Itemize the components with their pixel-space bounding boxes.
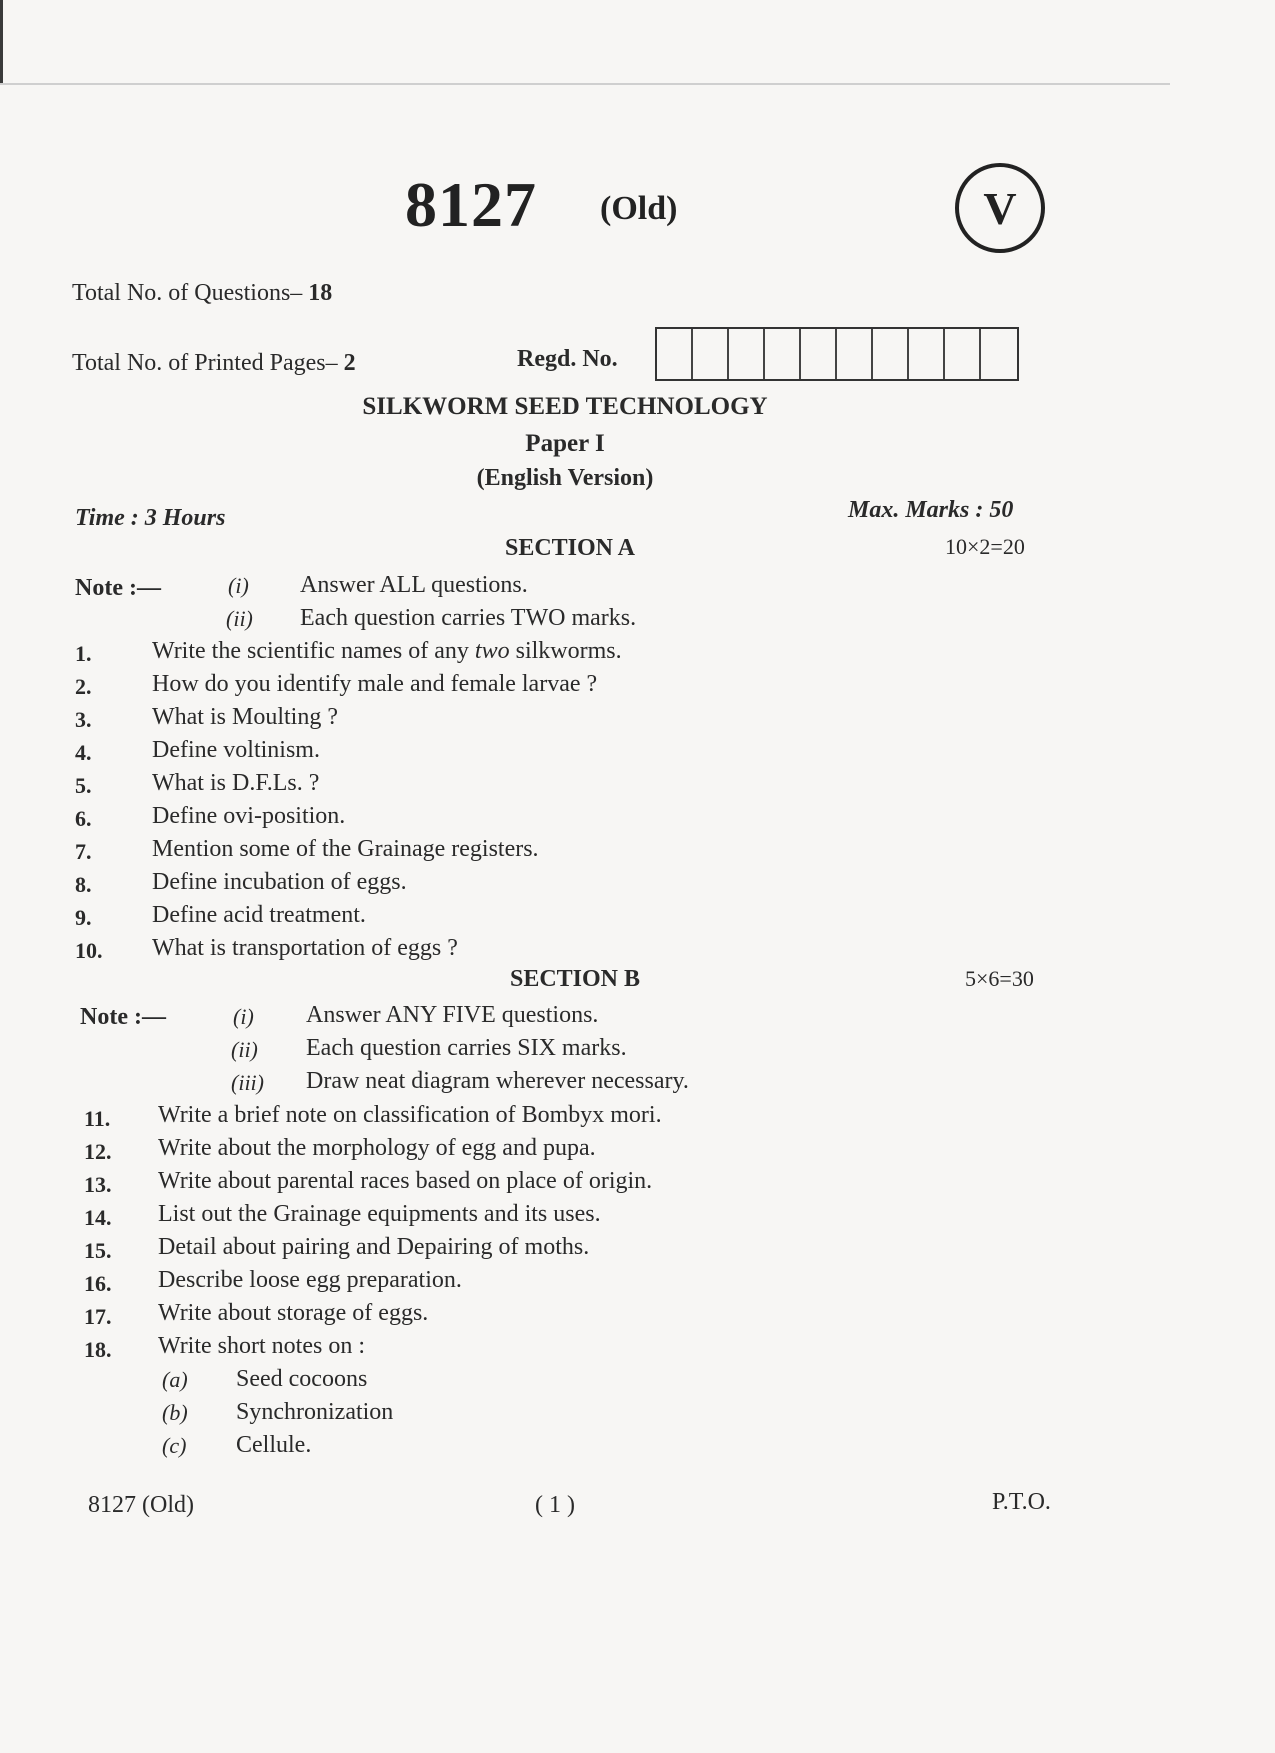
regd-box[interactable] [945, 329, 981, 379]
regd-label: Regd. No. [517, 346, 618, 372]
question-text-part: silkworms. [509, 638, 622, 664]
paper-variant: (Old) [600, 190, 678, 227]
section-b-note [231, 1037, 258, 1064]
question-number: 12. [84, 1139, 112, 1164]
sub-item-num: (a) [162, 1367, 188, 1392]
question-text-emphasis: two [474, 638, 510, 664]
question-number: 11. [84, 1106, 111, 1131]
time-allowed: Time : 3 Hours [75, 505, 226, 531]
question-number: 15. [84, 1238, 112, 1263]
question-number: 17. [84, 1304, 112, 1329]
regd-box[interactable] [801, 329, 837, 379]
question-number: 8. [75, 872, 92, 897]
regd-box[interactable] [837, 329, 873, 379]
section-b-note-text: Draw neat diagram wherever necessary. [306, 1068, 689, 1094]
question-text: What is Moulting ? [152, 704, 338, 730]
question-text: Define ovi-position. [152, 803, 346, 829]
set-badge-letter: V [983, 182, 1017, 234]
question-number: 7. [75, 839, 92, 864]
question-text [152, 638, 622, 665]
section-a-note [226, 606, 253, 633]
question-number: 16. [84, 1271, 112, 1296]
question-text: Mention some of the Grainage registers. [152, 836, 539, 862]
question-text: Write about the morphology of egg and pupa. [158, 1135, 596, 1161]
sub-item-number [162, 1400, 188, 1427]
section-a-note-text: Each question carries TWO marks. [300, 605, 637, 631]
sub-item-text: Cellule. [236, 1432, 312, 1458]
sub-item-number [162, 1367, 188, 1394]
question-text: Describe loose egg preparation. [158, 1267, 462, 1293]
question-number: 6. [75, 806, 92, 831]
subject-title: SILKWORM SEED TECHNOLOGY [362, 393, 768, 420]
note-num: (ii) [231, 1037, 258, 1062]
section-b-note-label: Note :— [80, 1004, 166, 1030]
footer-paper-code: 8127 (Old) [88, 1492, 194, 1518]
total-pages-label: Total No. of Printed Pages– [72, 350, 338, 376]
language-version: (English Version) [476, 465, 654, 491]
sub-item-num: (c) [162, 1433, 187, 1458]
page-number: ( 1 ) [535, 1492, 575, 1518]
total-pages-value: 2 [343, 350, 356, 376]
regd-box[interactable] [765, 329, 801, 379]
question-text: What is transportation of eggs ? [152, 935, 458, 961]
regd-box[interactable] [981, 329, 1017, 379]
sub-item-num: (b) [162, 1400, 188, 1425]
question-number: 14. [84, 1205, 112, 1230]
section-b-note [233, 1004, 254, 1031]
question-number: 10. [75, 938, 103, 963]
question-text: Define incubation of eggs. [152, 869, 407, 895]
regd-box[interactable] [657, 329, 693, 379]
section-a-heading: SECTION A [504, 535, 636, 561]
regd-box[interactable] [693, 329, 729, 379]
question-text: Define voltinism. [152, 737, 320, 763]
question-text: Write about parental races based on place of origin. [158, 1168, 653, 1194]
regd-box[interactable] [729, 329, 765, 379]
note-num: (iii) [231, 1070, 264, 1095]
section-a-note [228, 573, 249, 600]
question-number: 1. [75, 641, 92, 666]
section-b-note-text: Each question carries SIX marks. [306, 1035, 627, 1061]
total-pages [72, 350, 356, 377]
question-text: Write about storage of eggs. [158, 1300, 429, 1326]
set-badge [955, 163, 1045, 253]
sub-item-number [162, 1433, 186, 1460]
question-number: 13. [84, 1172, 112, 1197]
regd-box[interactable] [873, 329, 909, 379]
question-text: Detail about pairing and Depairing of moths. [158, 1234, 590, 1260]
total-questions-value: 18 [308, 280, 333, 306]
question-number: 9. [75, 905, 92, 930]
section-a-marks: 10×2=20 [945, 534, 1025, 559]
question-text: Write a brief note on classification of Bombyx mori. [158, 1102, 662, 1128]
section-b-heading: SECTION B [509, 966, 641, 992]
section-a-note-text: Answer ALL questions. [300, 572, 528, 598]
paper-code: 8127 [405, 169, 537, 240]
please-turn-over: P.T.O. [992, 1489, 1051, 1515]
section-b-marks: 5×6=30 [965, 966, 1034, 991]
question-text: Write short notes on : [158, 1333, 365, 1359]
regd-number-boxes[interactable] [655, 327, 1019, 381]
question-text-part: Write the scientific names of any [152, 638, 475, 664]
question-number: 18. [84, 1337, 112, 1362]
max-marks: Max. Marks : 50 [848, 497, 1014, 523]
sub-item-text: Synchronization [236, 1399, 394, 1425]
section-b-note-text: Answer ANY FIVE questions. [306, 1002, 599, 1028]
question-text: How do you identify male and female larvae ? [152, 671, 598, 697]
total-questions [72, 280, 332, 307]
regd-box[interactable] [909, 329, 945, 379]
section-b-note [231, 1070, 264, 1097]
note-num: (ii) [226, 606, 253, 631]
question-number: 3. [75, 707, 92, 732]
paper-number: Paper I [525, 430, 605, 457]
section-a-note-label: Note :— [75, 575, 161, 601]
question-text: List out the Grainage equipments and its uses. [158, 1201, 601, 1227]
question-number: 5. [75, 773, 92, 798]
question-number: 4. [75, 740, 92, 765]
total-questions-label: Total No. of Questions– [72, 280, 303, 306]
question-text: Define acid treatment. [152, 902, 366, 928]
note-num: (i) [233, 1004, 254, 1029]
sub-item-text: Seed cocoons [236, 1366, 368, 1392]
question-number: 2. [75, 674, 92, 699]
note-num: (i) [228, 573, 249, 598]
question-text: What is D.F.Ls. ? [152, 770, 320, 796]
